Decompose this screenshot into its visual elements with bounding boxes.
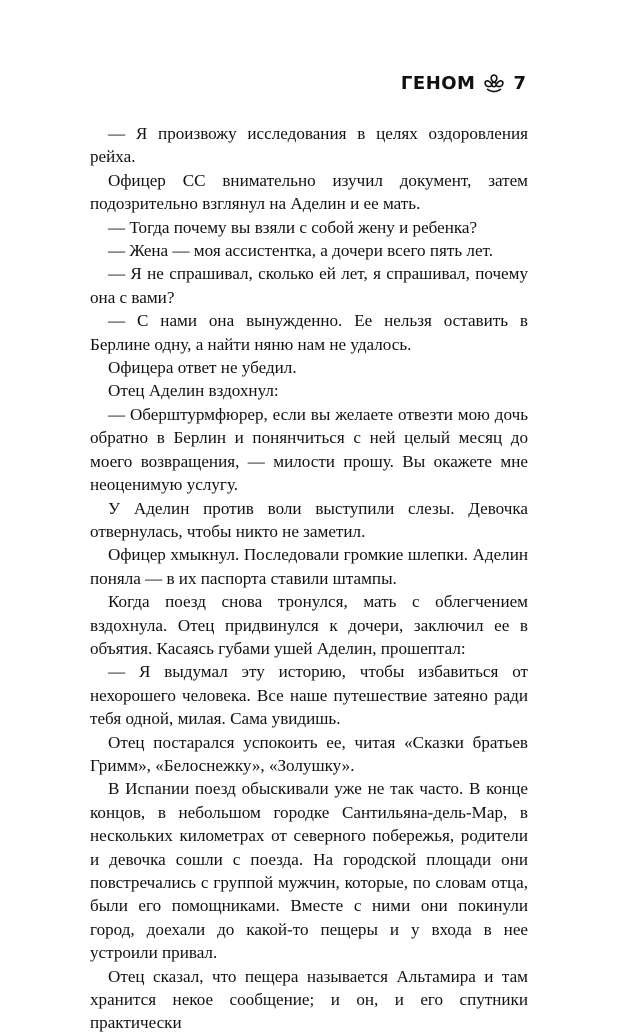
paragraph: — Я выдумал эту историю, чтобы избавиться от нехорошего человека. Все наше путешествие затеяно ради тебя одной, милая. Сама увидишь.: [90, 662, 528, 729]
paragraph: Отец постарался успокоить ее, читая «Сказки братьев Гримм», «Белоснежку», «Золушку».: [90, 732, 528, 775]
paragraph: В Испании поезд обыскивали уже не так часто. В конце концов, в небольшом городке Сантильяна-дель-Мар, в нескольких километрах от северного побережья, родители и девочка сошли с поезда. На городской площади они повстречались с группой мужчин, которые, по словам отца, были его помощниками. Вместе с ними они покинули город, доехали до какой-то пещеры и у входа в нее устроили привал.: [90, 779, 528, 963]
paragraph: — Я не спрашивал, сколько ей лет, я спрашивал, почему она с вами?: [90, 264, 528, 307]
paragraph: Отец Аделин вздохнул:: [108, 381, 279, 401]
book-title: ГЕНОМ: [400, 73, 476, 94]
paragraph: Офицера ответ не убедил.: [108, 358, 297, 378]
paragraph: Офицер хмыкнул. Последовали громкие шлепки. Аделин поняла — в их паспорта ставили штампы.: [90, 545, 528, 588]
paragraph: Офицер СС внимательно изучил документ, затем подозрительно взглянул на Аделин и ее мать.: [90, 170, 528, 214]
paragraph: Когда поезд снова тронулся, мать с облегчением вздохнула. Отец придвинулся к дочери, заключил ее в объятия. Касаясь губами ушей Аделин, прошептал:: [90, 592, 528, 658]
paragraph: — С нами она вынужденно. Ее нельзя оставить в Берлине одну, а найти няню нам не удалось.: [90, 311, 528, 354]
paragraph: Отец сказал, что пещера называется Альтамира и там хранится некое сообщение; и он, и его спутники практически: [90, 966, 528, 1033]
biohazard-icon: [483, 74, 505, 94]
paragraph: — Я произвожу исследования в целях оздоровления рейха.: [90, 124, 528, 167]
body-text: [90, 122, 528, 1035]
paragraph: У Аделин против воли выступили слезы. Девочка отвернулась, чтобы никто не заметил.: [90, 498, 528, 541]
running-header: [401, 73, 526, 94]
paragraph: — Оберштурмфюрер, если вы желаете отвезти мою дочь обратно в Берлин и понянчиться с ней целый месяц до моего возвращения, — милости прошу. Вы окажете мне неоценимую услугу.: [90, 404, 528, 495]
paragraph: — Тогда почему вы взяли с собой жену и ребенка?: [108, 217, 478, 237]
page-number: 7: [513, 73, 526, 94]
paragraph: — Жена — моя ассистентка, а дочери всего пять лет.: [108, 241, 494, 261]
